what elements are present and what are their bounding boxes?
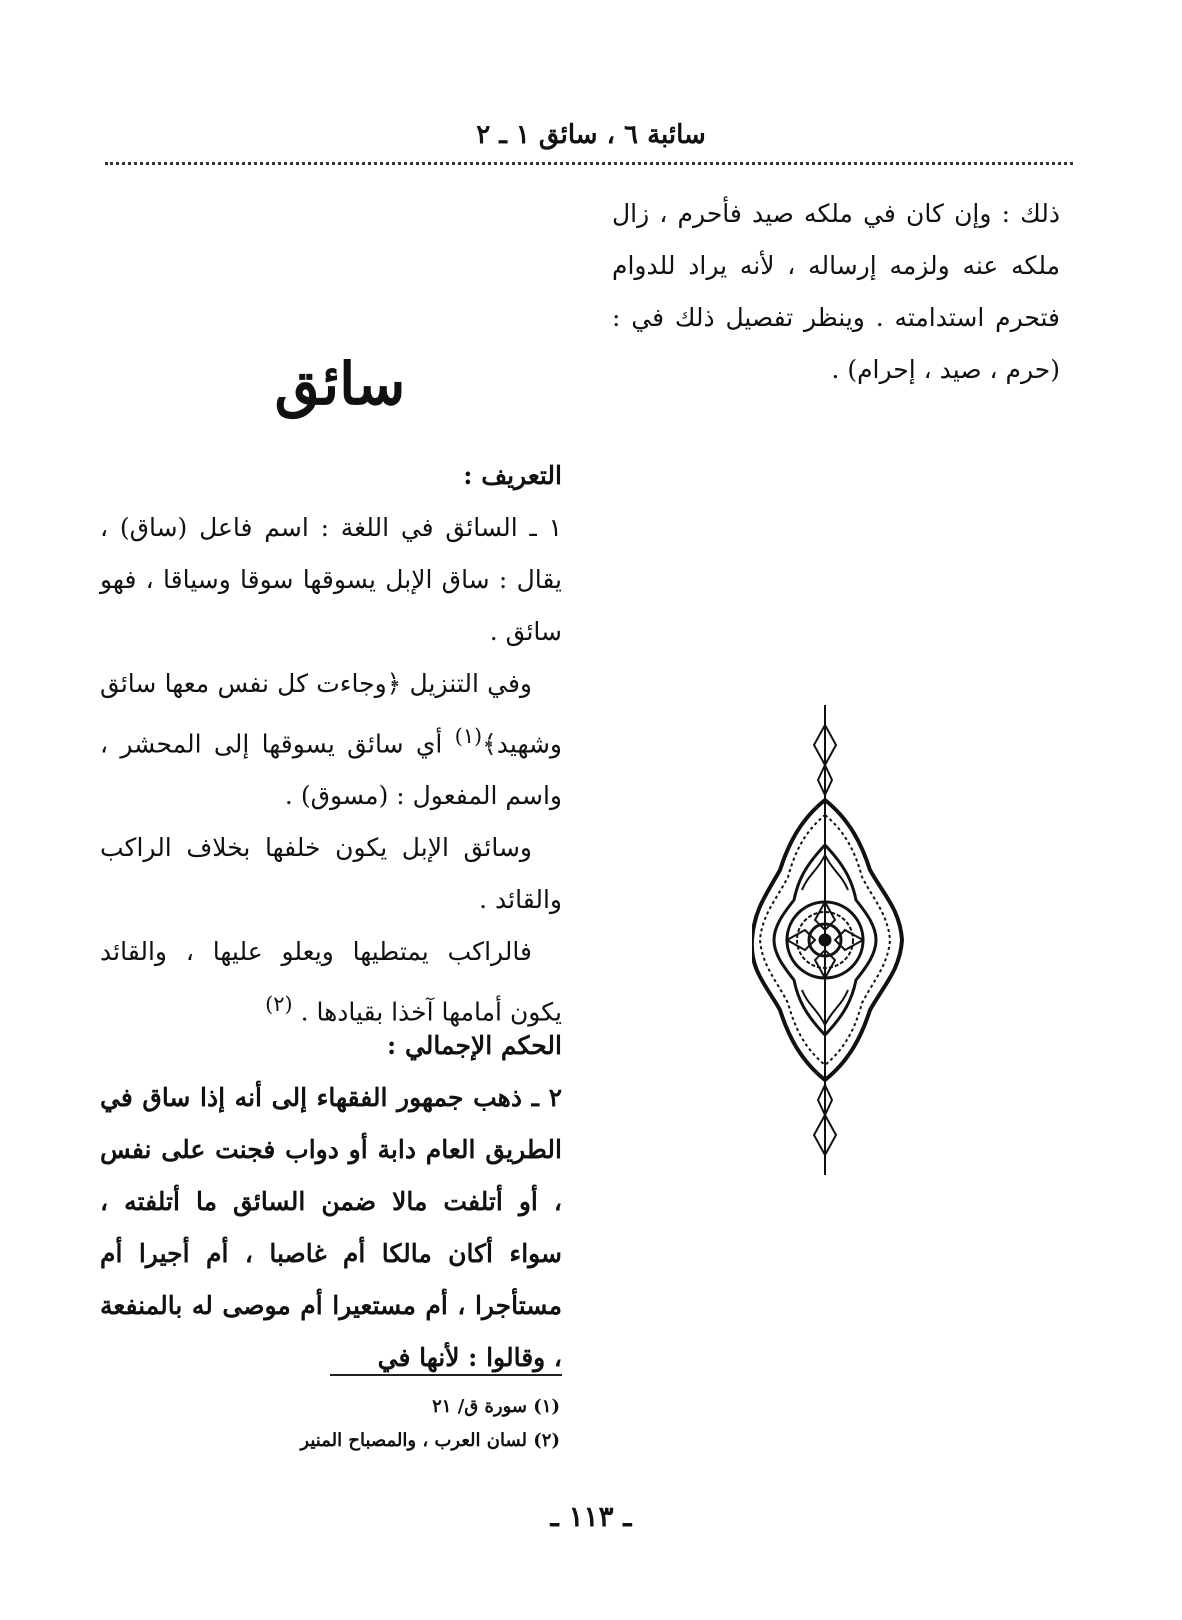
definition-section: [100, 450, 562, 1039]
ruling-paragraph-1: ٢ ـ ذهب جمهور الفقهاء إلى أنه إذا ساق في الطريق العام دابة أو دواب فجنت على نفس ، أو أتلفت مالا ضمن السائق ما أتلفته ، سواء أكان مالكا أم غاصبا ، أم أجيرا أم مستأجرا ، أم مستعيرا أم موصى له بالمنفعة ، وقالوا : لأنها في: [100, 1083, 562, 1372]
entry-title: سائق: [274, 350, 406, 418]
definition-paragraph-1: ١ ـ السائق في اللغة : اسم فاعل (ساق) ، يقال : ساق الإبل يسوقها سوقا وسياقا ، فهو سائق .: [100, 513, 562, 646]
arabesque-ornament-icon: [752, 705, 952, 1215]
footnote-ref-1: (١): [454, 724, 483, 748]
ruling-section: [100, 1020, 562, 1384]
definition-paragraph-2: [100, 658, 562, 822]
definition-paragraph-2-rest: أي سائق يسوقها إلى المحشر ، واسم المفعول : (مسوق) .: [100, 729, 562, 811]
definition-heading: التعريف :: [463, 461, 562, 490]
page-number: ـ ١١٣ ـ: [550, 1500, 632, 1533]
footnotes: [300, 1390, 560, 1458]
footnote-ref-2: (٢): [265, 992, 293, 1017]
running-header: سائبة ٦ ، سائق ١ ـ ٢: [476, 120, 706, 150]
footnote-rule: [330, 1374, 562, 1376]
definition-paragraph-3: وسائق الإبل يكون خلفها بخلاف الراكب والقائد .: [100, 833, 562, 915]
footnote-2: (٢) لسان العرب ، والمصباح المنير: [300, 1430, 560, 1451]
right-column: [612, 188, 1060, 396]
quran-quote: وفي التنزيل ﴿وجاءت كل نفس معها سائق وشهيد﴾: [100, 669, 562, 759]
header-dotted-rule: [105, 162, 1073, 165]
ruling-heading: الحكم الإجمالي :: [387, 1031, 562, 1060]
definition-paragraph-4-text: فالراكب يمتطيها ويعلو عليها ، والقائد يكون أمامها آخذا بقيادها .: [100, 937, 562, 1027]
footnote-1: (١) سورة ق/ ٢١: [432, 1396, 560, 1417]
continued-paragraph: ذلك : وإن كان في ملكه صيد فأحرم ، زال ملكه عنه ولزمه إرساله ، لأنه يراد للدوام فتحرم استدامته . وينظر تفصيل ذلك في : (حرم ، صيد ، إحرام) .: [612, 199, 1060, 384]
